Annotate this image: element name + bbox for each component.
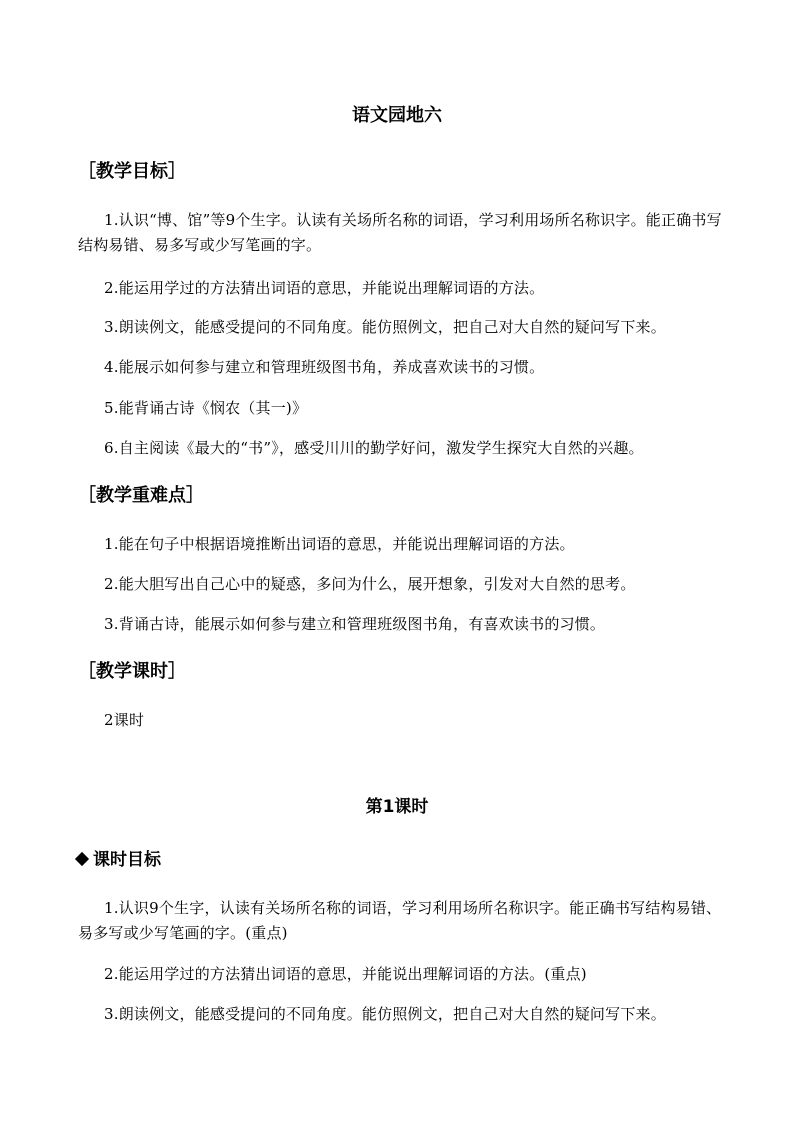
key-point-item-2: 2.能大胆写出自己心中的疑惑，多问为什么，展开想象，引发对大自然的思考。 [104,575,636,593]
page-title: 语文园地六 [352,105,442,126]
section-heading-key-points: ［教学重难点］ [78,485,204,506]
goal-item-2: 2.能运用学过的方法猜出词语的意思，并能说出理解词语的方法。 [104,279,545,297]
hours-value: 2课时 [104,711,145,729]
lesson-goal-item-3: 3.朗读例文，能感受提问的不同角度。能仿照例文，把自己对大自然的疑问写下来。 [104,1005,666,1023]
lesson-goal-item-1: 1.认识9个生字，认读有关场所名称的词语，学习利用场所名称识字。能正确书写结构易错、易多写或少写笔画的字。(重点) [78,899,722,942]
lesson-goals-heading-text: 课时目标 [93,850,161,870]
goal-item-1: 1.认识“博、馆”等9个生字。认读有关场所名称的词语，学习利用场所名称识字。能正确书写结构易错、易多写或少写笔画的字。 [78,211,722,254]
section-heading-hours: ［教学课时］ [78,661,186,682]
goal-item-6: 6.自主阅读《最大的“书”》，感受川川的勤学好问，激发学生探究大自然的兴趣。 [104,439,644,457]
lesson-goals-heading [74,848,161,872]
lesson-title: 第1课时 [365,797,429,817]
goal-item-3: 3.朗读例文，能感受提问的不同角度。能仿照例文，把自己对大自然的疑问写下来。 [104,318,666,336]
section-heading-goals: ［教学目标］ [78,161,186,182]
diamond-bullet-icon [75,852,89,866]
lesson-goal-item-2: 2.能运用学过的方法猜出词语的意思，并能说出理解词语的方法。(重点) [104,965,587,983]
key-point-item-1: 1.能在句子中根据语境推断出词语的意思，并能说出理解词语的方法。 [104,535,575,553]
key-point-item-3: 3.背诵古诗，能展示如何参与建立和管理班级图书角，有喜欢读书的习惯。 [104,615,606,633]
goal-item-5: 5.能背诵古诗《悯农（其一)》 [104,399,308,417]
goal-item-4: 4.能展示如何参与建立和管理班级图书角，养成喜欢读书的习惯。 [104,358,545,376]
